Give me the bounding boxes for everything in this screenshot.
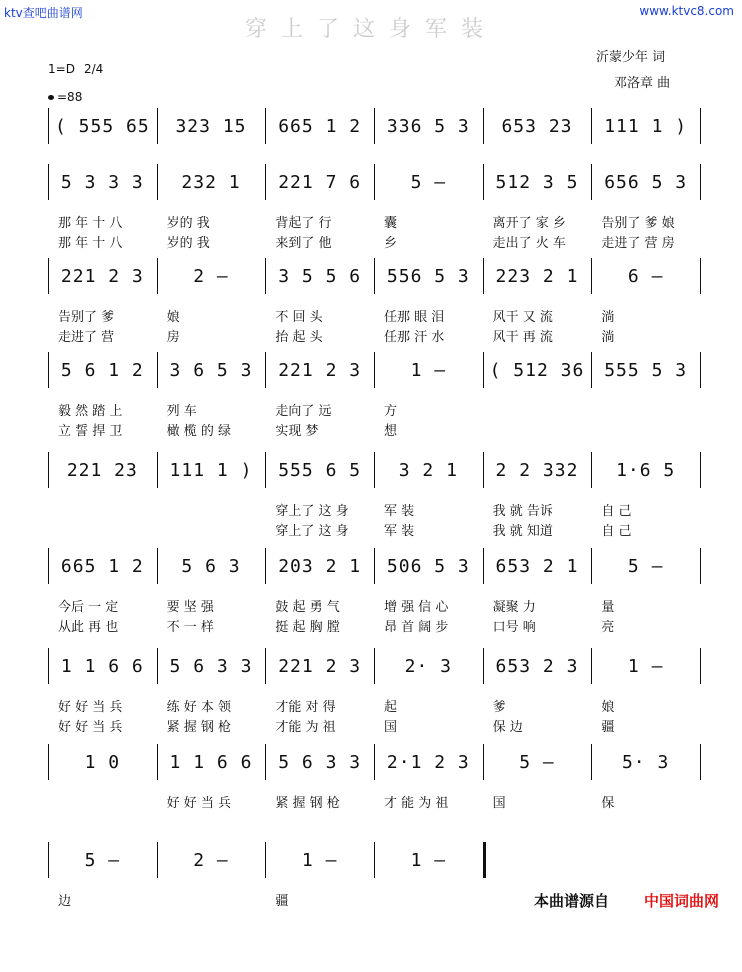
measure-notes: 221 2 3 [278, 655, 362, 677]
lyric-line-1: 疆 [275, 894, 289, 909]
lyric-line-1: 淌 [601, 310, 615, 325]
lyric-line-1: 囊 [384, 216, 398, 231]
barline [265, 452, 266, 488]
measure-notes: 323 15 [175, 115, 247, 137]
measure-notes: 1 0 [84, 751, 121, 773]
barline [700, 452, 701, 488]
lyric-line-1: 起 [384, 700, 398, 715]
barline [483, 164, 484, 200]
barline [48, 164, 49, 200]
lyric-line-1: 离开了 家 乡 [492, 216, 566, 231]
measure-notes: 3 6 5 3 [169, 359, 253, 381]
barline [591, 258, 592, 294]
composer-credit: 邓洛章 曲 [614, 76, 671, 91]
lyric-line-2: 房 [166, 330, 180, 345]
measure-notes: 2 – [193, 265, 229, 287]
lyric-line-1: 今后 一 定 [58, 600, 119, 615]
measure-notes: 221 2 3 [278, 359, 362, 381]
lyric-line-2: 口号 响 [492, 620, 536, 635]
measure-notes: 336 5 3 [386, 115, 470, 137]
measure-notes: 555 5 3 [604, 359, 688, 381]
barline [157, 352, 158, 388]
measure-notes: 5 6 3 3 [169, 655, 253, 677]
measure-notes: 1 – [301, 849, 338, 871]
barline [591, 548, 592, 584]
lyric-line-2: 想 [384, 424, 398, 439]
measure-notes: 5 6 3 3 [278, 751, 362, 773]
measure-notes: 653 23 [501, 115, 573, 137]
lyric-line-1: 告别了 爹 娘 [601, 216, 675, 231]
barline [483, 548, 484, 584]
lyric-line-2: 从此 再 也 [58, 620, 119, 635]
lyric-line-1: 好 好 当 兵 [58, 700, 123, 715]
song-title: 穿上了这身军装 [244, 17, 497, 42]
barline [157, 842, 158, 878]
lyric-line-1: 列 车 [166, 404, 197, 419]
measure-notes: 555 6 5 [278, 459, 362, 481]
barline [374, 108, 375, 144]
measure-notes: 5 – [627, 555, 664, 577]
lyric-line-2: 亮 [601, 620, 615, 635]
barline [265, 842, 266, 878]
barline [483, 108, 484, 144]
watermark-left: ktv查吧曲谱网 [4, 6, 83, 20]
lyric-line-1: 才能 对 得 [275, 700, 336, 715]
measure-notes: 5 – [84, 849, 121, 871]
lyric-line-1: 保 [601, 796, 615, 811]
lyric-line-1: 国 [492, 796, 506, 811]
barline [591, 108, 592, 144]
barline [265, 744, 266, 780]
barline [157, 164, 158, 200]
measure-notes: 232 1 [181, 171, 241, 193]
lyric-line-1: 练 好 本 领 [166, 700, 232, 715]
lyric-line-1: 凝聚 力 [492, 600, 536, 615]
barline [483, 842, 486, 878]
measure-notes: ( 512 36 [489, 359, 585, 381]
lyric-line-1: 边 [58, 894, 72, 909]
measure-notes: 512 3 5 [495, 171, 579, 193]
measure-notes: 665 1 2 [60, 555, 144, 577]
barline [483, 744, 484, 780]
lyric-line-1: 要 坚 强 [166, 600, 214, 615]
lyric-line-1: 不 回 头 [275, 310, 323, 325]
barline [374, 842, 375, 878]
measure-notes: 5· 3 [621, 751, 670, 773]
barline [700, 744, 701, 780]
measure-notes: 656 5 3 [604, 171, 688, 193]
lyric-line-2: 橄 榄 的 绿 [166, 424, 232, 439]
measure-notes: 1 – [410, 849, 447, 871]
tempo-marking: =88 [48, 90, 82, 104]
lyric-line-2: 我 就 知道 [492, 524, 553, 539]
barline [157, 452, 158, 488]
barline [700, 352, 701, 388]
lyric-line-1: 走向了 远 [275, 404, 332, 419]
barline [48, 452, 49, 488]
measure-notes: 1 – [627, 655, 664, 677]
barline [48, 548, 49, 584]
measure-notes: 653 2 3 [495, 655, 579, 677]
lyric-line-1: 好 好 当 兵 [166, 796, 232, 811]
measure-notes: 2· 3 [404, 655, 452, 677]
measure-notes: 5 6 3 [181, 555, 241, 577]
lyric-line-1: 方 [384, 404, 398, 419]
measure-notes: 223 2 1 [495, 265, 579, 287]
barline [700, 164, 701, 200]
lyric-line-1: 娘 [601, 700, 615, 715]
lyric-line-2: 昂 首 阔 步 [384, 620, 449, 635]
barline [700, 108, 701, 144]
barline [48, 108, 49, 144]
measure-notes: 506 5 3 [386, 555, 470, 577]
measure-notes: 6 – [627, 265, 664, 287]
measure-notes: 221 23 [66, 459, 138, 481]
lyricist-credit: 沂蒙少年 词 [596, 50, 666, 65]
measure-notes: 1·6 5 [616, 459, 676, 481]
barline [157, 108, 158, 144]
barline [374, 452, 375, 488]
barline [265, 648, 266, 684]
lyric-line-2: 风干 再 流 [492, 330, 553, 345]
lyric-line-2: 自 己 [601, 524, 632, 539]
lyric-line-1: 爹 [492, 700, 506, 715]
lyric-line-1: 军 装 [384, 504, 415, 519]
measure-notes: 203 2 1 [278, 555, 362, 577]
lyric-line-2: 国 [384, 720, 398, 735]
barline [591, 452, 592, 488]
watermark-right: www.ktvc8.com [639, 4, 734, 18]
lyric-line-1: 才 能 为 祖 [384, 796, 449, 811]
barline [591, 164, 592, 200]
lyric-line-1: 告别了 爹 [58, 310, 115, 325]
measure-notes: 111 1 ) [604, 115, 688, 137]
lyric-line-2: 立 誓 捍 卫 [58, 424, 123, 439]
barline [374, 648, 375, 684]
lyric-line-2: 实现 梦 [275, 424, 319, 439]
barline [48, 744, 49, 780]
key-signature: 1=D [48, 62, 75, 76]
barline [700, 648, 701, 684]
measure-notes: 556 5 3 [386, 265, 470, 287]
lyric-line-2: 走进了 营 房 [601, 236, 675, 251]
barline [265, 164, 266, 200]
lyric-line-2: 岁的 我 [166, 236, 210, 251]
barline [48, 352, 49, 388]
lyric-line-1: 那 年 十 八 [58, 216, 123, 231]
measure-notes: 5 – [410, 171, 447, 193]
lyric-line-2: 走进了 营 [58, 330, 115, 345]
measure-notes: 1 1 6 6 [60, 655, 144, 677]
lyric-line-2: 才能 为 祖 [275, 720, 336, 735]
barline [374, 744, 375, 780]
barline [157, 744, 158, 780]
barline [48, 648, 49, 684]
lyric-line-1: 紧 握 钢 枪 [275, 796, 340, 811]
barline [265, 108, 266, 144]
lyric-line-1: 穿上了 这 身 [275, 504, 349, 519]
measure-notes: ( 555 65 [54, 115, 150, 137]
barline [483, 258, 484, 294]
lyric-line-2: 任那 汗 水 [384, 330, 445, 345]
barline [700, 548, 701, 584]
measure-notes: 111 1 ) [169, 459, 253, 481]
lyric-line-2: 疆 [601, 720, 615, 735]
barline [374, 258, 375, 294]
lyric-line-2: 不 一 样 [166, 620, 214, 635]
measure-notes: 1 1 6 6 [169, 751, 253, 773]
lyric-line-2: 乡 [384, 236, 398, 251]
lyric-line-1: 自 己 [601, 504, 632, 519]
measure-notes: 221 2 3 [60, 265, 144, 287]
measure-notes: 5 – [519, 751, 555, 773]
source-site-link[interactable]: 中国词曲网 [644, 892, 720, 910]
lyric-line-2: 淌 [601, 330, 615, 345]
lyric-line-2: 走出了 火 车 [492, 236, 566, 251]
measure-notes: 5 3 3 3 [60, 171, 144, 193]
lyric-line-1: 我 就 告诉 [492, 504, 553, 519]
barline [591, 744, 592, 780]
barline [374, 548, 375, 584]
lyric-line-1: 增 强 信 心 [384, 600, 449, 615]
lyric-line-2: 来到了 他 [275, 236, 332, 251]
measure-notes: 2 – [193, 849, 229, 871]
barline [157, 548, 158, 584]
lyric-line-1: 风干 又 流 [492, 310, 553, 325]
lyric-line-2: 那 年 十 八 [58, 236, 123, 251]
measure-notes: 2 2 332 [495, 459, 579, 481]
measure-notes: 1 – [410, 359, 447, 381]
lyric-line-1: 任那 眼 泪 [384, 310, 445, 325]
lyric-line-1: 鼓 起 勇 气 [275, 600, 340, 615]
lyric-line-1: 量 [601, 600, 615, 615]
lyric-line-2: 紧 握 钢 枪 [166, 720, 232, 735]
measure-notes: 665 1 2 [278, 115, 362, 137]
barline [265, 258, 266, 294]
lyric-line-1: 毅 然 踏 上 [58, 404, 123, 419]
lyric-line-1: 娘 [166, 310, 180, 325]
measure-notes: 2·1 2 3 [386, 751, 470, 773]
barline [374, 352, 375, 388]
lyric-line-2: 好 好 当 兵 [58, 720, 123, 735]
barline [48, 258, 49, 294]
lyric-line-2: 穿上了 这 身 [275, 524, 349, 539]
barline [483, 648, 484, 684]
barline [157, 648, 158, 684]
lyric-line-2: 军 装 [384, 524, 415, 539]
measure-notes: 5 6 1 2 [60, 359, 144, 381]
lyric-line-2: 挺 起 胸 膛 [275, 620, 340, 635]
lyric-line-2: 保 边 [492, 720, 523, 735]
barline [483, 452, 484, 488]
barline [374, 164, 375, 200]
barline [48, 842, 49, 878]
barline [265, 548, 266, 584]
source-label: 本曲谱源自 [534, 892, 610, 910]
barline [591, 352, 592, 388]
barline [591, 648, 592, 684]
time-signature: 2/4 [84, 62, 104, 76]
lyric-line-2: 抬 起 头 [275, 330, 323, 345]
measure-notes: 3 5 5 6 [278, 265, 362, 287]
lyric-line-1: 岁的 我 [166, 216, 210, 231]
measure-notes: 653 2 1 [495, 555, 579, 577]
barline [483, 352, 484, 388]
barline [700, 258, 701, 294]
lyric-line-1: 背起了 行 [275, 216, 332, 231]
barline [157, 258, 158, 294]
measure-notes: 221 7 6 [278, 171, 362, 193]
barline [265, 352, 266, 388]
measure-notes: 3 2 1 [398, 459, 458, 481]
